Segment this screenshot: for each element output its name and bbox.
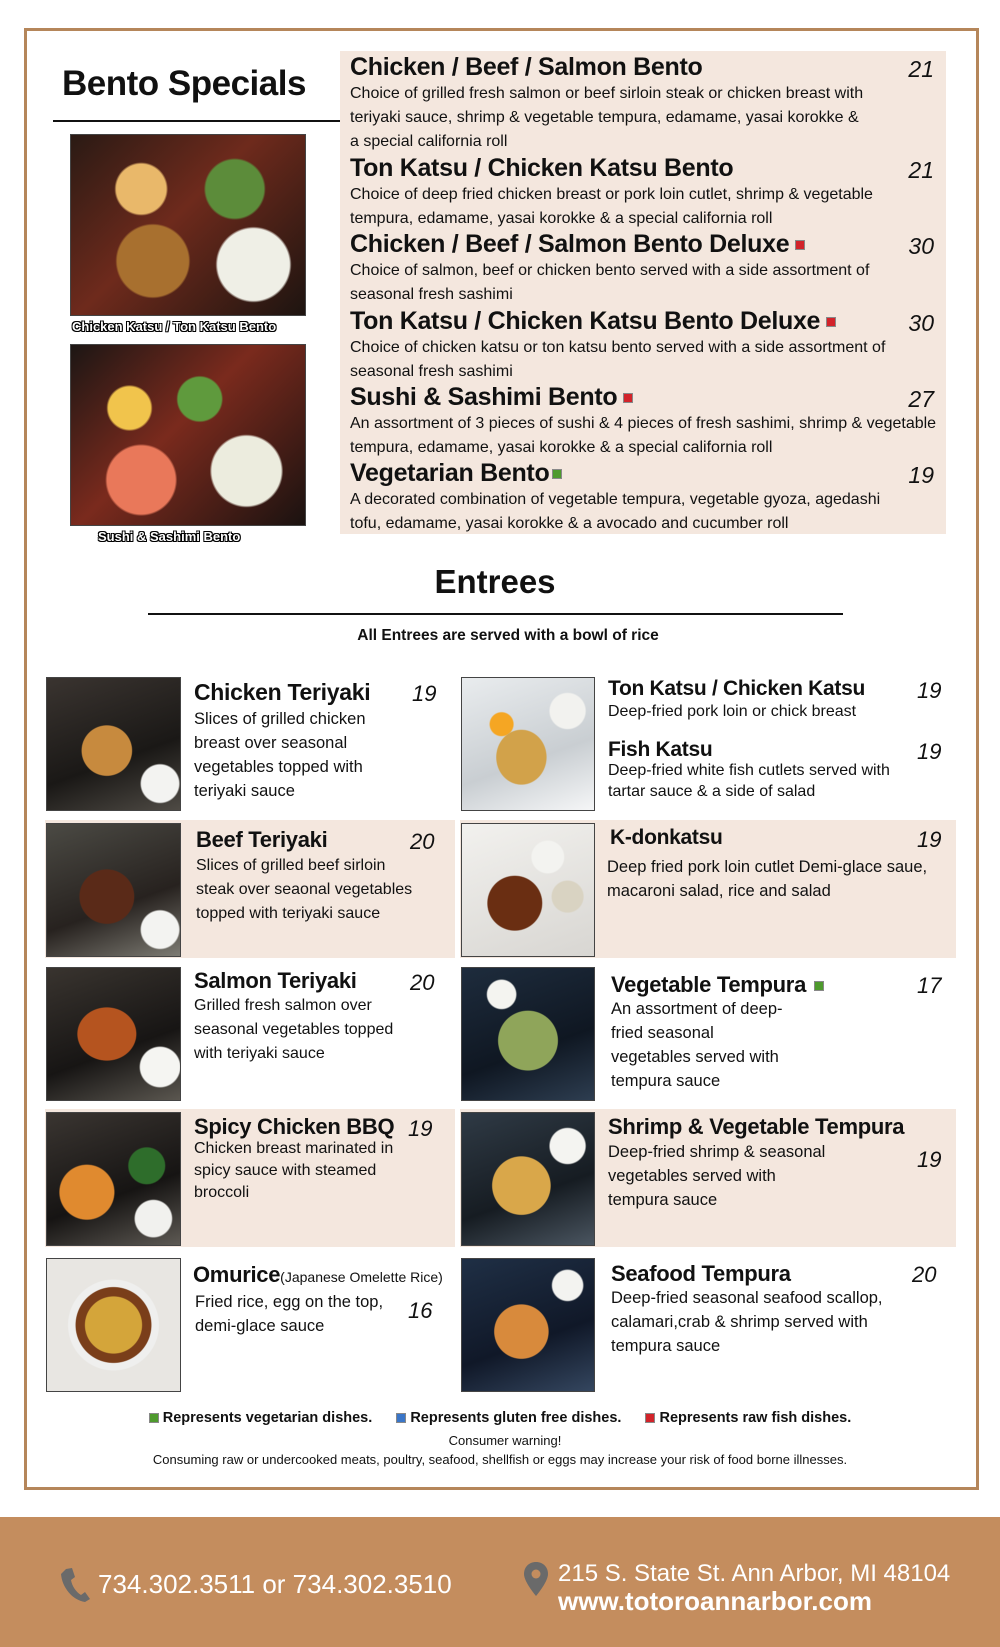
vegetarian-marker-icon: [149, 1413, 159, 1423]
raw-fish-marker-icon: [826, 317, 836, 327]
entrees-title-rule: [148, 613, 843, 615]
entree-price: 19: [917, 1147, 942, 1172]
bento-item-desc: Choice of grilled fresh salmon or beef sirloin steak or chicken breast with teriyaki sauce, shrimp & vegetable tempura, edamame, yasai korokke & a special california roll: [350, 85, 864, 150]
entree-price: 19: [917, 827, 942, 852]
bento-item-name: Ton Katsu / Chicken Katsu Bento: [350, 154, 734, 182]
entree-photo-seafood-tempura: [461, 1258, 595, 1392]
entree-name: K-donkatsu: [610, 826, 723, 849]
entree-photo-vegetable-tempura: [461, 967, 595, 1101]
entree-name: Vegetable Tempura: [611, 972, 824, 998]
bento-item-price: 30: [908, 310, 934, 336]
entree-name: Beef Teriyaki: [196, 827, 328, 852]
bento-item-desc: Choice of salmon, beef or chicken bento served with a side assortment of seasonal fresh sashimi: [350, 262, 870, 303]
bento-title: Bento Specials: [62, 64, 306, 103]
entrees-title: Entrees: [434, 563, 556, 600]
entree-desc: Fried rice, egg on the top, demi-glace sauce: [195, 1293, 384, 1335]
bento-item-desc: An assortment of 3 pieces of sushi & 4 pieces of fresh sashimi, shrimp & vegetable tempura, edamame, yasai korokke & a special california roll: [350, 415, 937, 456]
entree-desc: Grilled fresh salmon over seasonal vegetables topped with teriyaki sauce: [194, 997, 394, 1062]
phone-numbers[interactable]: 734.302.3511 or 734.302.3510: [98, 1569, 452, 1599]
website-link[interactable]: www.totoroannarbor.com: [558, 1586, 872, 1616]
entree-photo-beef-teriyaki: [46, 823, 181, 957]
bento-item-price: 19: [908, 462, 934, 488]
entree-desc: Chicken breast marinated in spicy sauce with steamed broccoli: [194, 1140, 394, 1201]
entree-desc: Slices of grilled beef sirloin steak over seaonal vegetables topped with teriyaki sauce: [196, 857, 413, 922]
bento-title-rule: [53, 120, 341, 122]
bento-item-name: Vegetarian Bento: [350, 459, 562, 488]
legend-raw-fish: Represents raw fish dishes.: [645, 1410, 851, 1426]
address: 215 S. State St. Ann Arbor, MI 48104: [558, 1560, 951, 1587]
bento-item-name: Ton Katsu / Chicken Katsu Bento Deluxe: [350, 307, 836, 336]
entree-price: 20: [410, 970, 435, 995]
entree-name: Salmon Teriyaki: [194, 968, 357, 993]
bento-caption-katsu: Chicken Katsu / Ton Katsu Bento: [72, 319, 277, 334]
entree-photo-ton-katsu: [461, 677, 595, 811]
entree-photo-chicken-teriyaki: [46, 677, 181, 811]
entree-name-note: (Japanese Omelette Rice): [280, 1269, 443, 1285]
entree-name: Fish Katsu: [608, 738, 713, 761]
entree-name: Ton Katsu / Chicken Katsu: [608, 677, 865, 700]
bento-item-price: 30: [908, 233, 934, 259]
entree-price: 19: [917, 678, 942, 703]
legend-gluten-free: Represents gluten free dishes.: [396, 1410, 621, 1426]
entree-name: Seafood Tempura: [611, 1261, 791, 1286]
entree-name: Shrimp & Vegetable Tempura: [608, 1114, 905, 1139]
entree-photo-shrimp-vegetable-tempura: [461, 1112, 595, 1246]
bento-item-desc: A decorated combination of vegetable tempura, vegetable gyoza, agedashi tofu, edamame, yasai korokke & a avocado and cucumber roll: [350, 491, 881, 532]
vegetarian-marker-icon: [814, 981, 824, 991]
entree-price: 20: [410, 829, 435, 854]
vegetarian-marker-icon: [552, 469, 562, 479]
bento-item-name: Chicken / Beef / Salmon Bento: [350, 53, 703, 81]
entrees-subtitle: All Entrees are served with a bowl of rice: [357, 627, 659, 644]
bento-item-price: 21: [908, 56, 934, 82]
entree-desc: Deep-fried shrimp & seasonal vegetables served with tempura sauce: [608, 1143, 826, 1209]
legend-vegetarian: Represents vegetarian dishes.: [149, 1410, 373, 1426]
entree-photo-spicy-chicken-bbq: [46, 1112, 181, 1246]
dietary-legend: [0, 1410, 1000, 1426]
phone-icon: [60, 1567, 90, 1603]
entree-price: 19: [408, 1116, 433, 1141]
entree-name: Omurice(Japanese Omelette Rice): [193, 1262, 443, 1287]
entree-desc: Deep-fried seasonal seafood scallop, calamari,crab & shrimp served with tempura sauce: [611, 1289, 883, 1355]
entree-price: 20: [912, 1262, 937, 1287]
consumer-warning-text: Consuming raw or undercooked meats, poultry, seafood, shellfish or eggs may increase your risk of food borne illnesses.: [152, 1452, 848, 1467]
entree-price: 17: [917, 973, 942, 998]
entree-desc: Deep-fried pork loin or chick breast: [608, 703, 857, 720]
entree-desc: An assortment of deep-fried seasonal vegetables served with tempura sauce: [611, 1000, 783, 1090]
bento-item-price: 27: [908, 386, 934, 412]
consumer-warning-title: Consumer warning!: [448, 1433, 562, 1448]
entree-desc: Deep fried pork loin cutlet Demi-glace saue, macaroni salad, rice and salad: [607, 858, 928, 900]
bento-item-name: Chicken / Beef / Salmon Bento Deluxe: [350, 230, 805, 259]
bento-photo-sushi: [70, 344, 306, 526]
entree-desc: Slices of grilled chicken breast over seasonal vegetables topped with teriyaki sauce: [194, 710, 366, 800]
entree-price: 16: [408, 1298, 433, 1323]
entree-price: 19: [917, 739, 942, 764]
location-pin-icon: [524, 1562, 548, 1596]
bento-item-desc: Choice of deep fried chicken breast or pork loin cutlet, shrimp & vegetable tempura, edamame, yasai korokke & a special california roll: [350, 186, 873, 227]
bento-item-name: Sushi & Sashimi Bento: [350, 383, 633, 412]
entree-price: 19: [412, 681, 437, 706]
bento-item-price: 21: [908, 157, 934, 183]
raw-fish-marker-icon: [623, 393, 633, 403]
entree-photo-k-donkatsu: [461, 823, 595, 957]
entree-photo-omurice: [46, 1258, 181, 1392]
bento-photo-katsu: [70, 134, 306, 316]
raw-fish-marker-icon: [645, 1413, 655, 1423]
entree-photo-salmon-teriyaki: [46, 967, 181, 1101]
entree-name: Chicken Teriyaki: [194, 679, 371, 705]
raw-fish-marker-icon: [795, 240, 805, 250]
bento-item-desc: Choice of chicken katsu or ton katsu bento served with a side assortment of seasonal fresh sashimi: [350, 339, 886, 380]
gluten-free-marker-icon: [396, 1413, 406, 1423]
bento-caption-sushi: Sushi & Sashimi Bento: [98, 529, 241, 544]
entree-name: Spicy Chicken BBQ: [194, 1114, 395, 1139]
entree-desc: Deep-fried white fish cutlets served with tartar sauce & a side of salad: [608, 762, 890, 800]
